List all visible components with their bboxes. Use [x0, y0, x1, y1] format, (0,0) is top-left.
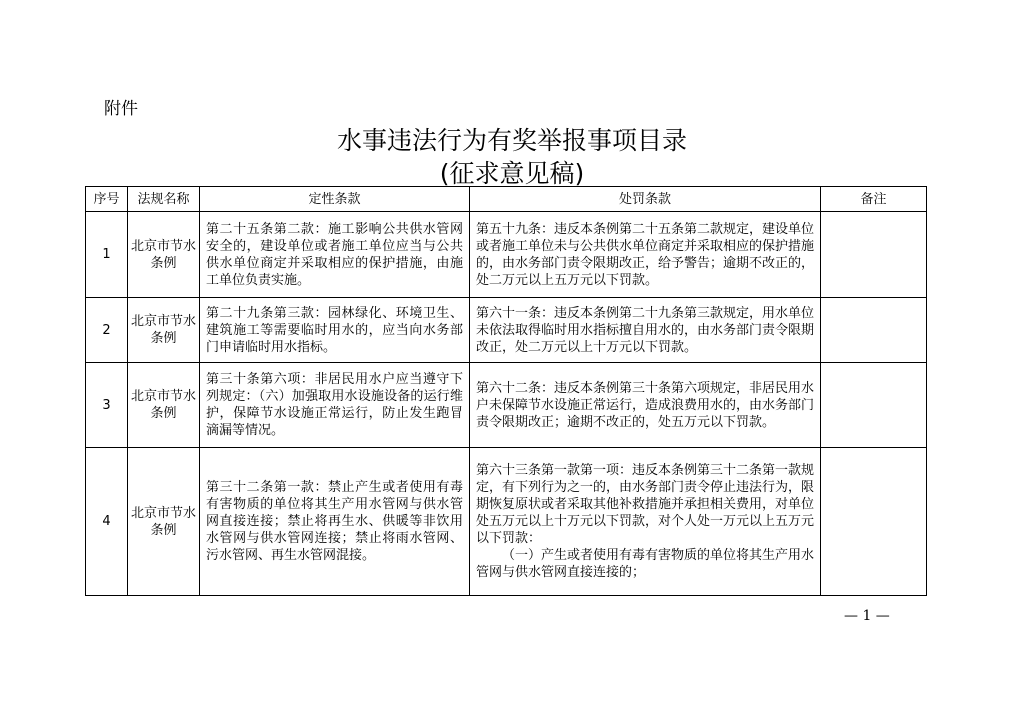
law-name: 北京市节水条例 — [128, 448, 200, 596]
column-header-remark: 备注 — [821, 187, 927, 212]
qualitative-clause: 第二十九条第三款：园林绿化、环境卫生、建筑施工等需要临时用水的，应当向水务部门申请临时用水指标。 — [200, 298, 470, 363]
remark-cell — [821, 363, 927, 448]
row-number: 3 — [86, 363, 128, 448]
table-header-row — [86, 187, 927, 212]
page-subtitle: (征求意见稿) — [439, 159, 585, 188]
remark-cell — [821, 212, 927, 298]
row-number: 2 — [86, 298, 128, 363]
page-number: — 1 — — [844, 608, 890, 624]
remark-cell — [821, 298, 927, 363]
qualitative-clause: 第三十条第六项：非居民用水户应当遵守下列规定：（六）加强取用水设施设备的运行维护，保障节水设施正常运行，防止发生跑冒滴漏等情况。 — [200, 363, 470, 448]
column-header-law: 法规名称 — [128, 187, 200, 212]
law-name: 北京市节水条例 — [128, 363, 200, 448]
page-title: 水事违法行为有奖举报事项目录 — [336, 126, 687, 155]
penalty-clause: 第五十九条：违反本条例第二十五条第二款规定，建设单位或者施工单位未与公共供水单位商定并采取相应的保护措施的，由水务部门责令限期改正，给予警告；逾期不改正的，处二万元以上五万元以下罚款。 — [470, 212, 821, 298]
column-header-qualitative: 定性条款 — [200, 187, 470, 212]
penalty-clause: 第六十一条：违反本条例第二十九条第三款规定，用水单位未依法取得临时用水指标擅自用水的，由水务部门责令限期改正，处二万元以上十万元以下罚款。 — [470, 298, 821, 363]
law-name: 北京市节水条例 — [128, 298, 200, 363]
qualitative-clause: 第二十五条第二款：施工影响公共供水管网安全的，建设单位或者施工单位应当与公共供水单位商定并采取相应的保护措施，由施工单位负责实施。 — [200, 212, 470, 298]
penalty-clause-main: 第六十三条第一款第一项：违反本条例第三十二条第一款规定，有下列行为之一的，由水务部门责令停止违法行为，限期恢复原状或者采取其他补救措施并承担相关费用，对单位处五万元以上十万元以下罚款，对个人处一万元以上五万元以下罚款： — [476, 463, 815, 546]
column-header-number: 序号 — [86, 187, 128, 212]
penalty-clause — [470, 448, 821, 596]
penalty-clause: 第六十二条：违反本条例第三十条第六项规定，非居民用水户未保障节水设施正常运行，造成浪费用水的，由水务部门责令限期改正；逾期不改正的，处五万元以下罚款。 — [470, 363, 821, 448]
penalty-clause-item: （一）产生或者使用有毒有害物质的单位将其生产用水管网与供水管网直接连接的； — [476, 548, 815, 580]
column-header-penalty: 处罚条款 — [470, 187, 821, 212]
table-row — [86, 448, 927, 596]
table-row — [86, 212, 927, 298]
qualitative-clause: 第三十二条第一款：禁止产生或者使用有毒有害物质的单位将其生产用水管网与供水管网直接连接；禁止将再生水、供暖等非饮用水管网与供水管网连接；禁止将雨水管网、污水管网、再生水管网混接。 — [200, 448, 470, 596]
row-number: 1 — [86, 212, 128, 298]
attachment-label: 附件 — [104, 99, 138, 119]
row-number: 4 — [86, 448, 128, 596]
table-row — [86, 298, 927, 363]
law-name: 北京市节水条例 — [128, 212, 200, 298]
reward-items-table — [85, 186, 927, 596]
table-row — [86, 363, 927, 448]
remark-cell — [821, 448, 927, 596]
